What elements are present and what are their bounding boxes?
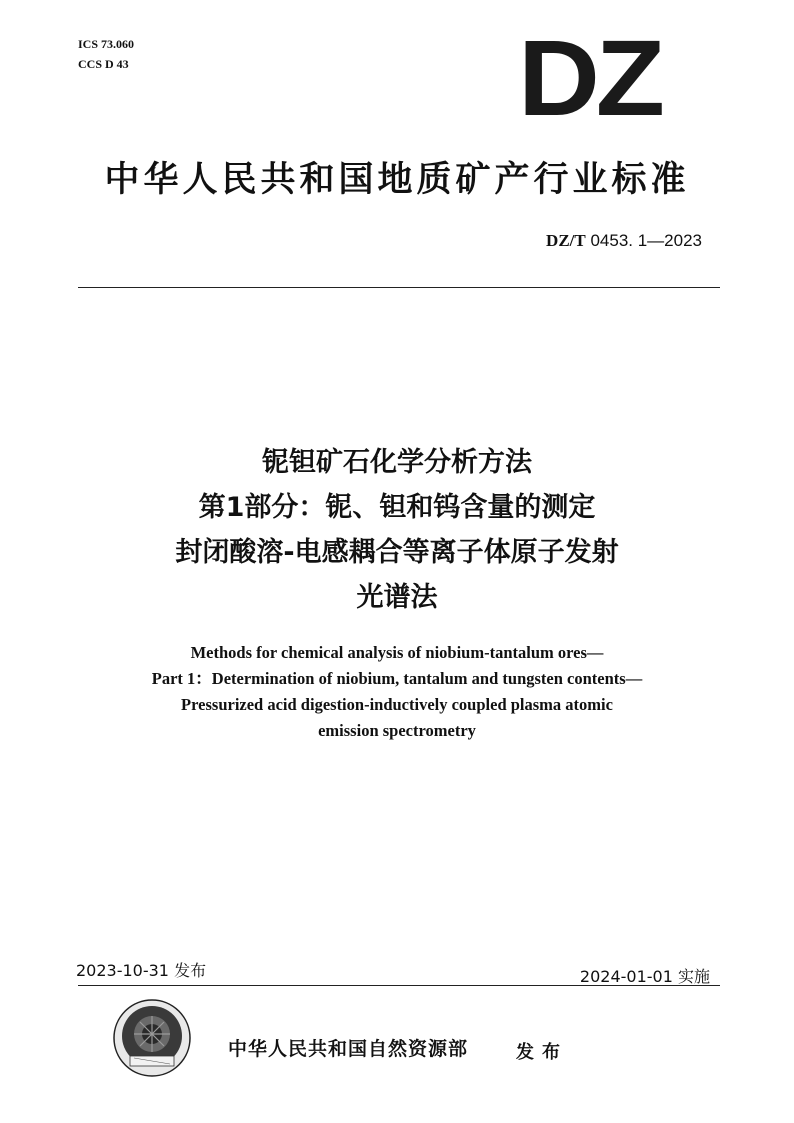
issuing-authority: 中华人民共和国自然资源部: [228, 1038, 469, 1060]
chinese-title-line: 光谱法: [356, 582, 438, 613]
chinese-title-line: 第1部分：铌、钽和钨含量的测定: [198, 492, 596, 523]
ics-code: ICS 73.060: [78, 37, 135, 51]
ccs-code: CCS D 43: [78, 57, 129, 71]
standard-number-prefix: DZ/T: [546, 231, 586, 250]
chinese-title-line: 铌钽矿石化学分析方法: [262, 447, 532, 478]
english-title-line: emission spectrometry: [318, 721, 476, 740]
chinese-title: [0, 440, 794, 620]
dz-logo: DZ: [518, 17, 661, 138]
standard-number-body: 0453. 1—2023: [585, 231, 702, 250]
english-title-line: Part 1：Determination of niobium, tantalum and tungsten contents—: [151, 669, 643, 688]
standard-type-title: 中华人民共和国地质矿产行业标准: [104, 160, 690, 200]
bottom-divider: [78, 985, 720, 986]
implement-date: 2024-01-01 实施: [579, 967, 710, 986]
issue-word: 发布: [516, 1042, 568, 1063]
classification-codes: [78, 34, 134, 74]
english-title-line: Methods for chemical analysis of niobium-tantalum ores—: [190, 643, 604, 662]
english-title-line: Pressurized acid digestion-inductively coupled plasma atomic: [181, 695, 613, 714]
english-title: [0, 640, 794, 744]
ministry-seal-icon: [112, 998, 192, 1078]
chinese-title-line: 封闭酸溶-电感耦合等离子体原子发射: [175, 537, 619, 568]
top-divider: [78, 287, 720, 288]
standard-number: [546, 231, 702, 251]
issue-date: 2023-10-31 发布: [76, 961, 207, 980]
